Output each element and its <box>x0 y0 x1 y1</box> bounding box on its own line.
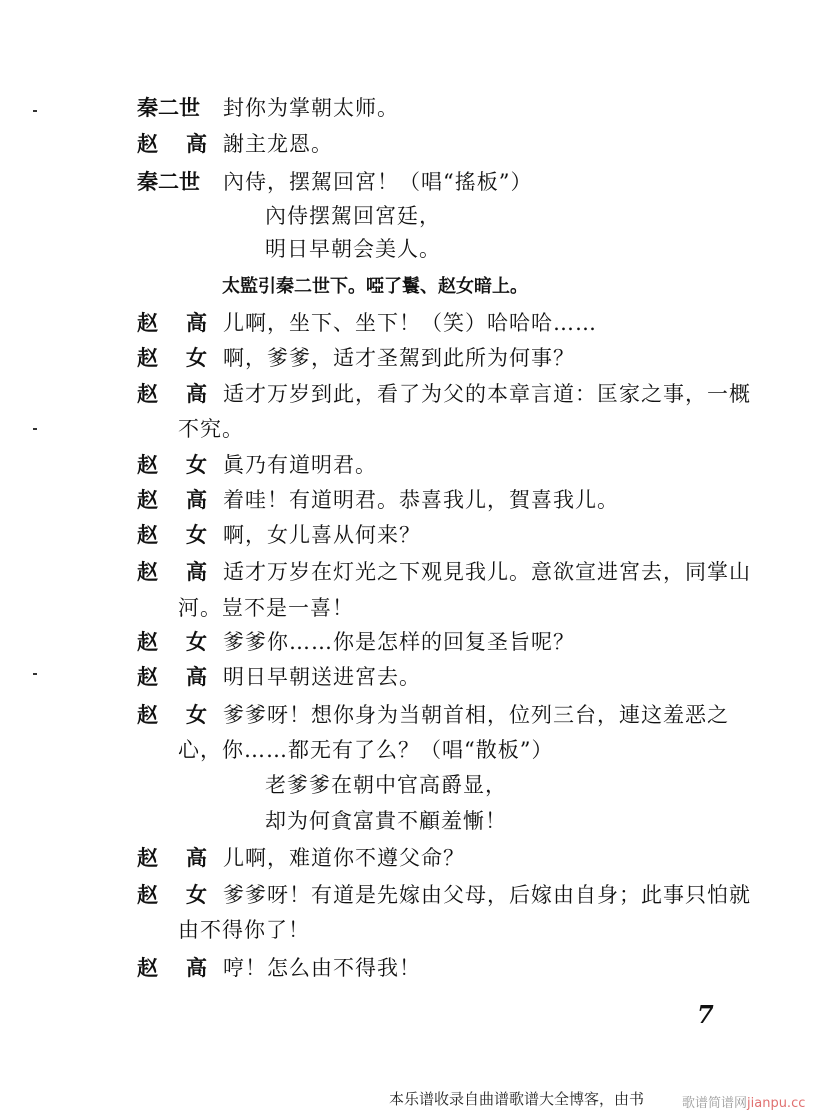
dialogue-text: 啊，女儿喜从何来？ <box>223 523 421 547</box>
dialogue-text: 爹爹你……你是怎样的回复圣旨呢？ <box>223 630 575 654</box>
dialogue-continuation: 心，你……都无有了么？（唱“散板”） <box>178 738 554 762</box>
speaker-char: 女 <box>186 629 207 654</box>
speaker-char: 女 <box>186 522 207 547</box>
dialogue-text: 眞乃有道明君。 <box>223 453 377 477</box>
speaker-char: 高 <box>186 664 207 689</box>
speaker-char: 高 <box>186 559 207 584</box>
speaker-char: 赵 <box>137 702 158 727</box>
speaker-char: 高 <box>186 955 207 980</box>
speaker-char: 高 <box>186 310 207 335</box>
speaker-char: 女 <box>186 345 207 370</box>
scan-mark-lower <box>33 673 37 675</box>
speaker-name <box>137 131 207 157</box>
speaker-char: 女 <box>186 702 207 727</box>
speaker-char: 赵 <box>137 452 158 477</box>
sung-verse: 明日早朝会美人。 <box>265 237 441 261</box>
speaker-name <box>137 381 207 407</box>
speaker-name <box>137 629 207 655</box>
speaker-name <box>137 845 207 871</box>
dialogue-text: 儿啊，难道你不遵父命？ <box>223 846 465 870</box>
speaker-char: 高 <box>186 845 207 870</box>
speaker-name <box>137 452 207 478</box>
speaker-name <box>137 310 207 336</box>
speaker-char: 赵 <box>137 559 158 584</box>
sung-verse: 內侍摆駕回宮廷， <box>265 204 441 228</box>
watermark-site-name: 歌谱简谱网 <box>682 1096 748 1111</box>
page-number: 7 <box>697 1000 714 1029</box>
dialogue-text: 啊，爹爹，适才圣駕到此所为何事？ <box>223 346 575 370</box>
speaker-char: 秦二世 <box>137 95 200 120</box>
speaker-char: 女 <box>186 452 207 477</box>
speaker-char: 赵 <box>137 955 158 980</box>
speaker-name <box>137 882 207 908</box>
speaker-char: 赵 <box>137 882 158 907</box>
speaker-name <box>137 664 207 690</box>
dialogue-text: 內侍，摆駕回宮！（唱“搖板”） <box>223 170 533 194</box>
dialogue-text: 适才万岁到此，看了为父的本章言道：匡家之事，一概 <box>223 382 751 406</box>
speaker-char: 赵 <box>137 131 158 156</box>
speaker-char: 赵 <box>137 381 158 406</box>
dialogue-text: 着哇！有道明君。恭喜我儿，賀喜我儿。 <box>223 488 619 512</box>
dialogue-continuation: 河。豈不是一喜！ <box>178 596 354 620</box>
speaker-char: 赵 <box>137 310 158 335</box>
scan-mark-top <box>33 110 37 112</box>
sung-verse: 却为何貪富貴不顧羞慚！ <box>265 809 507 833</box>
dialogue-text: 适才万岁在灯光之下观見我儿。意欲宣进宮去，同掌山 <box>223 560 751 584</box>
speaker-char: 高 <box>186 131 207 156</box>
speaker-name <box>137 522 207 548</box>
dialogue-text: 封你为掌朝太师。 <box>223 96 399 120</box>
dialogue-continuation: 不究。 <box>178 417 244 441</box>
speaker-name <box>137 559 207 585</box>
speaker-name <box>137 955 207 981</box>
dialogue-text: 爹爹呀！想你身为当朝首相，位列三台，連这羞恶之 <box>223 703 729 727</box>
scan-mark-middle <box>33 428 37 430</box>
speaker-char: 秦二世 <box>137 169 200 194</box>
dialogue-text: 哼！怎么由不得我！ <box>223 956 421 980</box>
dialogue-text: 爹爹呀！有道是先嫁由父母，后嫁由自身；此事只怕就 <box>223 883 751 907</box>
speaker-char: 赵 <box>137 522 158 547</box>
speaker-name <box>137 345 207 371</box>
speaker-char: 高 <box>186 381 207 406</box>
dialogue-text: 儿啊，坐下、坐下！（笑）哈哈哈…… <box>223 311 597 335</box>
speaker-char: 赵 <box>137 345 158 370</box>
watermark <box>682 1092 805 1111</box>
dialogue-text: 謝主龙恩。 <box>223 132 333 156</box>
footer-note: 本乐谱收录自曲谱歌谱大全博客，由书 <box>389 1090 645 1108</box>
speaker-char: 赵 <box>137 845 158 870</box>
stage-direction: 太監引秦二世下。啞了鬟、赵女暗上。 <box>222 276 528 297</box>
dialogue-text: 明日早朝送进宮去。 <box>223 665 421 689</box>
speaker-name <box>137 169 207 195</box>
watermark-url: jianpu.cc <box>747 1096 806 1111</box>
sung-verse: 老爹爹在朝中官高爵显， <box>265 773 507 797</box>
speaker-name <box>137 702 207 728</box>
speaker-char: 赵 <box>137 664 158 689</box>
speaker-char: 赵 <box>137 629 158 654</box>
speaker-name <box>137 95 207 121</box>
dialogue-continuation: 由不得你了！ <box>178 918 310 942</box>
speaker-char: 高 <box>186 487 207 512</box>
speaker-char: 女 <box>186 882 207 907</box>
speaker-char: 赵 <box>137 487 158 512</box>
speaker-name <box>137 487 207 513</box>
